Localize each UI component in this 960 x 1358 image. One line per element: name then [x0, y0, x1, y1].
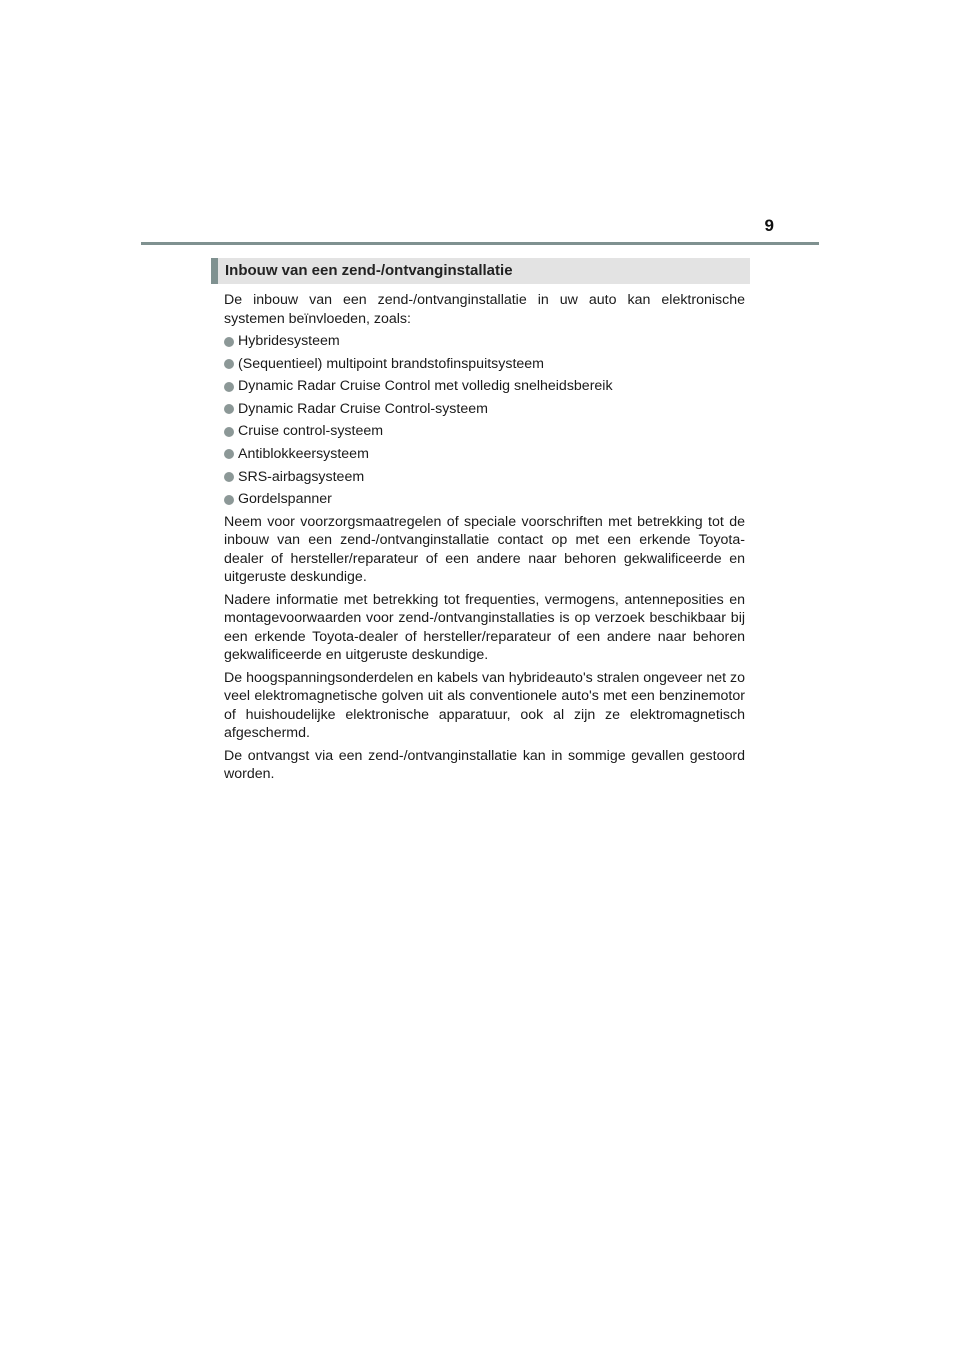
bullet-dot-icon — [224, 382, 234, 392]
list-item — [224, 332, 745, 351]
paragraph-further-info: Nadere informatie met betrekking tot frequenties, vermogens, antenneposities en montagevoorwaarden voor zend-/ontvanginstallaties is op verzoek beschikbaar bij een erkende Toyota-dealer of hersteller/reparateur of een andere naar behoren gekwalificeerde en uitgeruste deskundige. — [224, 591, 745, 664]
bullet-dot-icon — [224, 472, 234, 482]
bullet-dot-icon — [224, 495, 234, 505]
bullet-dot-icon — [224, 404, 234, 414]
list-item-text: Hybridesysteem — [238, 333, 340, 349]
section-body — [224, 291, 745, 788]
list-item-text: (Sequentieel) multipoint brandstofinspuitsysteem — [238, 355, 544, 372]
page-number: 9 — [764, 216, 774, 235]
list-item-text: SRS-airbagsysteem — [238, 468, 365, 485]
list-item — [224, 422, 745, 441]
list-item-text: Antiblokkeersysteem — [238, 445, 369, 462]
list-item — [224, 400, 745, 419]
list-item-text: Dynamic Radar Cruise Control met volledig snelheidsbereik — [238, 378, 613, 395]
bullet-dot-icon — [224, 337, 234, 347]
section-title: Inbouw van een zend-/ontvanginstallatie — [225, 262, 513, 279]
bullet-list — [224, 332, 745, 509]
paragraph-reception: De ontvangst via een zend-/ontvanginstallatie kan in sommige gevallen gestoord worden. — [224, 747, 745, 783]
list-item — [224, 377, 745, 396]
list-item-text: Cruise control-systeem — [238, 423, 384, 440]
bullet-dot-icon — [224, 449, 234, 459]
list-item — [224, 355, 745, 374]
list-item — [224, 445, 745, 464]
paragraph-precautions: Neem voor voorzorgsmaatregelen of speciale voorschriften met betrekking tot de inbouw van een zend-/ontvanginstallatie contact op met een erkende Toyota-dealer of hersteller/reparateur of een andere naar behoren gekwalificeerde en uitgeruste deskundige. — [224, 513, 745, 586]
section-heading-bar — [211, 258, 750, 284]
intro-paragraph: De inbouw van een zend-/ontvanginstallatie in uw auto kan elektronische systemen beïnvloeden, zoals: — [224, 292, 745, 327]
list-item — [224, 490, 745, 509]
bullet-dot-icon — [224, 359, 234, 369]
list-item-text: Dynamic Radar Cruise Control-systeem — [238, 400, 488, 417]
paragraph-high-voltage: De hoogspanningsonderdelen en kabels van hybrideauto's stralen ongeveer net zo veel elektromagnetische golven uit als conventionele auto's met een benzinemotor of huishoudelijke elektronische apparatuur, ook al zijn ze elektromagnetisch afgeschermd. — [224, 669, 745, 742]
list-item-text: Gordelspanner — [238, 491, 332, 508]
header-rule — [141, 242, 819, 245]
bullet-dot-icon — [224, 427, 234, 437]
list-item — [224, 468, 745, 487]
